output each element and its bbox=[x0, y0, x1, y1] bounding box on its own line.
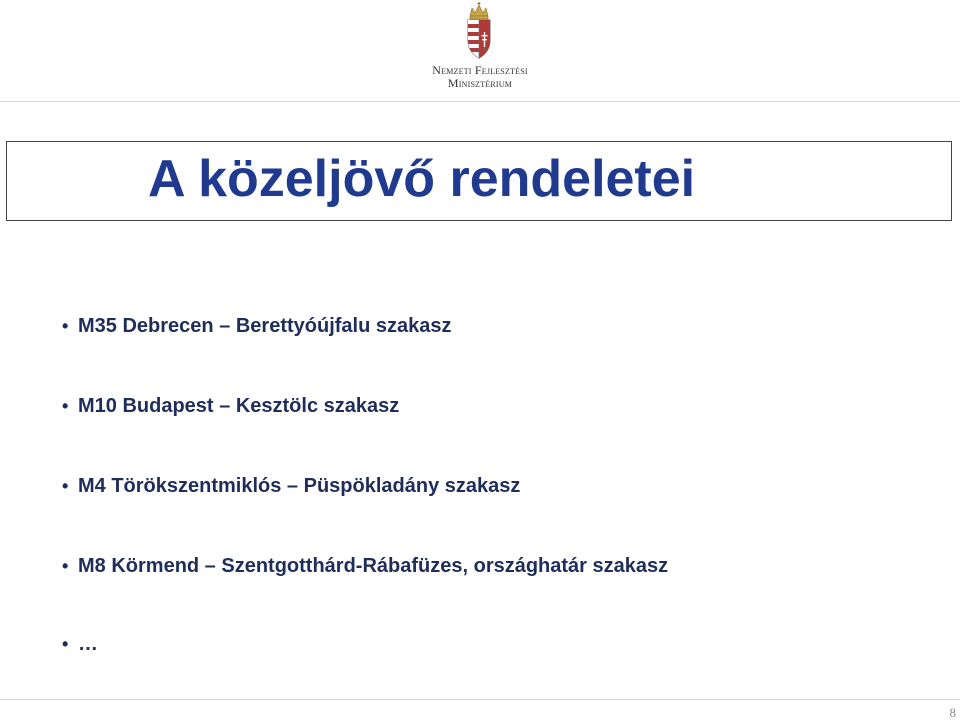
list-item bbox=[62, 466, 668, 506]
bullet-icon: • bbox=[62, 316, 69, 336]
list-item-text: M8 Körmend – Szentgotthárd-Rábafüzes, országhatár szakasz bbox=[78, 555, 669, 577]
list-item bbox=[62, 624, 668, 664]
bullet-icon: • bbox=[62, 556, 69, 576]
bullet-list bbox=[62, 306, 668, 704]
title-frame bbox=[6, 141, 952, 221]
list-item bbox=[62, 546, 668, 586]
page-number: 8 bbox=[949, 705, 956, 720]
list-item bbox=[62, 306, 668, 346]
ministry-name bbox=[415, 64, 545, 90]
list-item bbox=[62, 386, 668, 426]
coat-of-arms-icon bbox=[463, 2, 495, 60]
bullet-icon: • bbox=[62, 396, 69, 416]
ministry-name-line1: Nemzeti Fejlesztési bbox=[432, 63, 528, 77]
list-item-text: … bbox=[78, 633, 98, 655]
bullet-icon: • bbox=[62, 476, 69, 496]
list-item-text: M4 Törökszentmiklós – Püspökladány szakasz bbox=[78, 475, 521, 497]
header-divider bbox=[0, 101, 960, 102]
slide-title: A közeljövő rendeletei bbox=[148, 150, 696, 208]
ministry-name-line2: Minisztérium bbox=[447, 76, 513, 90]
ministry-logo bbox=[415, 2, 545, 92]
footer-divider bbox=[0, 699, 960, 700]
bullet-icon: • bbox=[62, 634, 69, 654]
list-item-text: M10 Budapest – Kesztölc szakasz bbox=[78, 395, 400, 417]
list-item-text: M35 Debrecen – Berettyóújfalu szakasz bbox=[78, 315, 452, 337]
